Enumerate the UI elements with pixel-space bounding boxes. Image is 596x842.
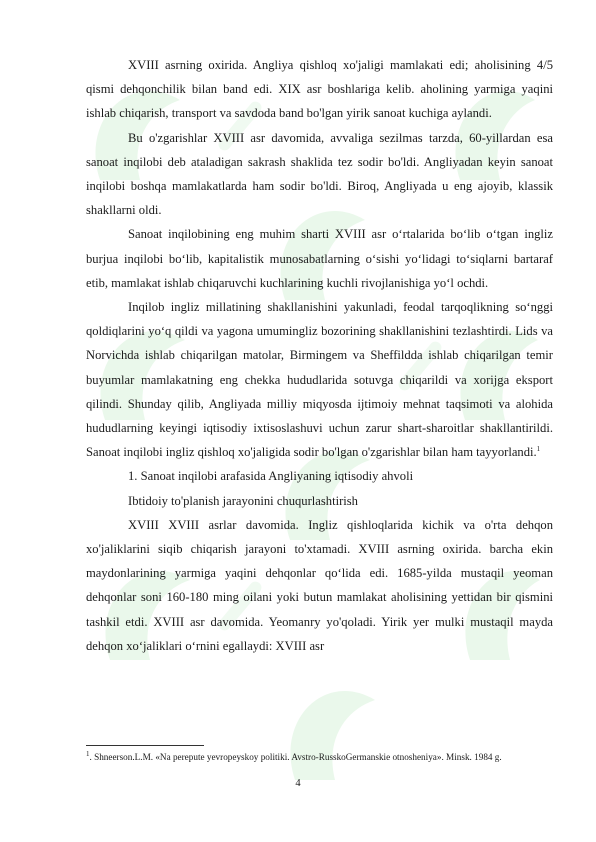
- footnote-marker: 1: [86, 749, 90, 758]
- page-number: 4: [295, 778, 301, 789]
- footnote-text: . Shneerson.L.M. «Na perepute yevropeyskoy politiki. Avstro-RusskoGermanskie otnosheniya». Minsk. 1984 g.: [89, 752, 502, 762]
- paragraph-1: XVIII asrning oxirida. Angliya qishloq xo'jaligi mamlakati edi; aholisining 4/5 qismi dehqonchilik bilan band edi. XIX asr boshlariga kelib. aholining yarmiga yaqini ishlab chiqarish, transport va savdoda band bo'lgan yirik sanoat kuchiga aylandi.: [86, 58, 553, 121]
- paragraph-4: [86, 295, 553, 464]
- paragraph-2: Bu o'zgarishlar XVIII asr davomida, avvaliga sezilmas tarzda, 60-yillardan esa sanoat inqilobi deb ataladigan sakrash shaklida tez sodir bo'ldi. Angliyadan keyin sanoat inqilobi boshqa mamlakatlarda ham sodir bo'ldi. Biroq, Angliyada u eng ajoyib, klassik shakllarni oldi.: [86, 130, 553, 218]
- footnote-reference[interactable]: 1: [536, 445, 541, 454]
- subsection-heading: Ibtidoiy to'planish jarayonini chuqurlashtirish: [128, 493, 358, 508]
- footnote: [86, 751, 553, 764]
- paragraph-3: Sanoat inqilobining eng muhim sharti XVIII asr o‘rtalarida bo‘lib o‘tgan ingliz burjua inqilobi bo‘lib, kapitalistik munosabatlarning o‘sishi yo‘lidagi to‘siqlarni bartaraf etib, mamlakat ishlab chiqaruvchi kuchlarining kuchli rivojlanishiga yo‘l ochdi.: [86, 227, 553, 290]
- footnote-separator: [86, 745, 204, 746]
- body-text: [86, 53, 553, 658]
- paragraph-5: XVIII XVIII asrlar davomida. Ingliz qishloqlarida kichik va o'rta dehqon xo'jaliklarini siqib chiqarish jarayoni to'xtamadi. XVIII asrning oxirida. barcha ekin maydonlarining yarmiga yaqini dehqonlar qo‘lida edi. 1685-yilda mustaqil yeoman dehqonlar soni 160-180 ming oilani yoki butun mamlakat aholisining yettidan bir qismini tashkil etdi. XVIII asr davomida. Yeomanry yo'qoladi. Yirik yer mulki mustaqil mayda dehqon xo‘jaliklari o‘rnini egallaydi: XVIII asr: [86, 517, 553, 653]
- paragraph-4-text: Inqilob ingliz millatining shakllanishini yakunladi, feodal tarqoqlikning so‘nggi qoldiqlarini yo‘q qildi va yagona umumingliz bozorining shakllanishini tezlashtirdi. Lids va Norvichda ishlab chiqarilgan matolar, Birmingem va Sheffildda ishlab chiqarilgan temir buyumlar mamlakatning eng chekka hududlarida sotuvga chiqarildi va xorijga eksport qilindi. Shunday qilib, Angliyada milliy miqyosda ijtimoiy mehnat taqsimoti va alohida hududlarning keyingi iqtisodiy ixtisoslashuvi uchun zarur shart-sharoitlar shakllantirildi. Sanoat inqilobi ingliz qishloq xo'jaligida sodir bo'lgan o'zgarishlar bilan ham tayyorlandi.: [86, 300, 553, 460]
- section-heading: 1. Sanoat inqilobi arafasida Angliyaning iqtisodiy ahvoli: [128, 469, 414, 484]
